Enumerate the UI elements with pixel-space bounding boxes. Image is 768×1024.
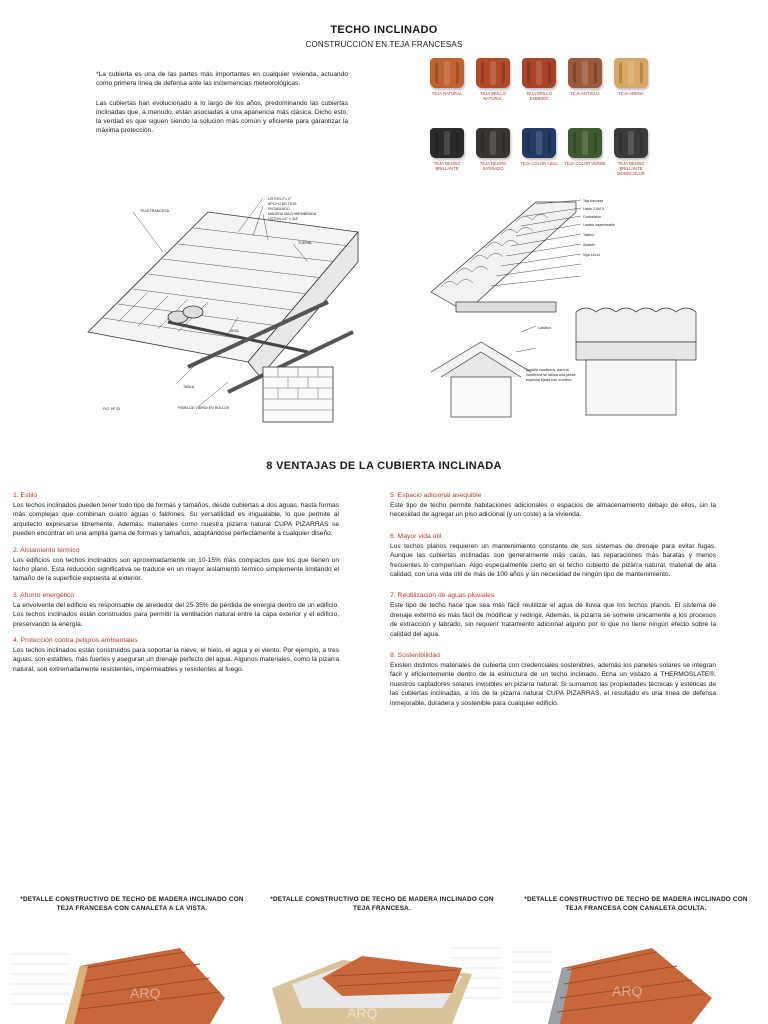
fig-right-label: Aislante <box>583 243 596 247</box>
tile-swatch <box>610 58 652 96</box>
advantage-title: 6. Mayor vida útil <box>390 532 442 540</box>
advantage-item <box>13 491 339 539</box>
detail-caption-2: *DETALLE CONSTRUCTIVO DE TECHO DE MADERA INCLINADO CON TEJA FRANCESA. <box>270 896 494 912</box>
fig-left-label: ENTABLADO <box>268 207 290 211</box>
tile-label: TEJA NEGRO SATINADO <box>479 161 507 171</box>
tile-swatch <box>472 128 514 171</box>
watermark-1: ARQ <box>130 985 161 1001</box>
page-title: TECHO INCLINADO <box>330 24 438 36</box>
page-subtitle: CONSTRUCCIÓN EN TEJA FRANCESAS <box>305 40 463 49</box>
fig-right-detail-note: Detalle cumbrera: para la cumbrera se utiliza una pieza especial fijada con mortero. <box>526 368 576 382</box>
fig-left-label: TEJA FRANCESA <box>140 209 170 213</box>
intro-paragraph-1: *La cubierta es una de las partes más importantes en cualquier vivienda, actuando como primera línea de defensa ante las inclemencias meteorológicas. <box>96 71 348 88</box>
advantages-right-column <box>390 491 716 720</box>
fig-right-label: Canalón <box>538 326 551 330</box>
tile-label: TEJA ANTIGUA <box>570 91 600 96</box>
roof-tile-image <box>430 128 464 158</box>
advantage-body: Los edificios con techos inclinados son aproximadamente un 10-15% más compactos que los que tienen un techo plano. Esta reducción significativa se traduce en un mayor aislamiento térmico simplemente limitando el tamaño de la superficie expuesta al exterior. <box>13 556 339 583</box>
fig-right-label: Contralistón <box>583 215 602 219</box>
roof-tile-image <box>568 128 602 158</box>
tile-swatch <box>426 58 468 96</box>
advantages-heading: 8 VENTAJAS DE LA CUBIERTA INCLINADA <box>266 460 502 472</box>
tile-swatch <box>518 128 560 166</box>
fig-right-label: Tablero <box>583 233 595 237</box>
advantage-body: Los techos inclinados están construidos para soportar la nieve, el hielo, el agua y el viento. Por ejemplo, a tres aguas, son estables, más fuertes y aseguran un drenaje perfecto del agua. Algunos materiales, como la pizarra natural, son extremadamente resistentes, impermeables y resistentes al fuego. <box>13 647 339 673</box>
detail-caption-3: *DETALLE CONSTRUCTIVO DE TECHO DE MADERA INCLINADO CON TEJA FRANCESA CON CANALETA OCULTA. <box>524 896 748 912</box>
advantage-item <box>13 546 339 584</box>
watermark-2: ARQ <box>347 1005 378 1021</box>
watermark-3: ARQ <box>612 983 643 999</box>
advantage-body: Los techos inclinados pueden tener todo tipo de formas y tamaños, desde cubiertas a dos aguas, hasta formas más complejas que combinan cuatro aguas o faldones. Su versatilidad es inigualable, lo que permite al arquitecto expresarse libremente. Además, materiales como nuestra pizarra natural CUPA PIZARRAS se pueden encontrar en una amplia gama de formas y tamaños, adaptándose perfectamente a cualquier diseño. <box>13 502 339 538</box>
tile-swatch <box>518 58 560 101</box>
advantages-left-column <box>13 491 339 681</box>
advantage-body: La envolvente del edificio es responsable de alrededor del 25-35% de pérdida de energía dentro de un edificio. Los techos inclinados están construidos para permitir la ventilación natural entre la capa exterior y el edificio, preservando la energía. <box>13 601 339 628</box>
advantage-title: 8. Sostenibilidad <box>390 652 440 660</box>
fig-left-label: FIG. Nº 33 <box>103 407 120 411</box>
advantage-item <box>13 636 339 674</box>
advantage-item <box>390 491 716 520</box>
roof-tile-image <box>476 128 510 158</box>
fig-left-label: TABLA <box>183 385 195 389</box>
fig-left-label: TIJERAL <box>298 241 313 245</box>
tile-label: TEJA NATURAL <box>431 91 463 96</box>
advantage-title: 1. Estilo <box>13 492 38 499</box>
tile-label: TEJA NEGRO BRILLANTE <box>433 161 461 171</box>
advantage-title: 5. Espacio adicional asequible <box>390 492 482 499</box>
advantage-body: Este tipo de techo permite habitaciones adicionales o espacios de almacenamiento debajo de ellos, sin la necesidad de agregar un piso adicional (y un coste) a la vivienda. <box>390 502 716 519</box>
fig-right-label: Listón 2,5x2,5 <box>583 207 605 211</box>
advantage-item <box>390 591 716 639</box>
advantage-item <box>390 651 716 708</box>
roof-structure-drawing-left <box>78 192 360 428</box>
advantage-title: 4. Protección contra peligros ambientales <box>13 637 138 645</box>
fig-right-label: Lámina impermeable <box>583 223 615 227</box>
roof-structure-drawing-right <box>426 192 716 424</box>
advantage-body: Existen distintos materiales de cubierta con credenciales sostenibles, además los paneles solares se integran fácil y eficientemente dentro de la estructura de un techo inclinado. Echa un vistazo a THERMOSLATE®, nuestros captadores solares invisibles en pizarra natural. Si sumamos las propiedades técnicas y estéticas de las cubiertas inclinadas, a los de la pizarra natural CUPA PIZARRAS, el resultado es una línea de defensa inmejorable, duradera y sostenible para cualquier edificio. <box>390 662 716 707</box>
fig-right-label: Teja francesa <box>583 199 604 203</box>
advantage-item <box>390 532 716 580</box>
fig-left-label: MADERA MACHIHEMBRADA <box>268 212 317 216</box>
tile-label: TEJA BRILLO NATURAL <box>479 91 507 101</box>
advantage-title: 7. Reutilización de aguas pluviales <box>390 592 495 600</box>
roof-detail-render-3 <box>512 938 758 1024</box>
roof-tile-image <box>476 58 510 88</box>
tile-swatch <box>610 128 652 176</box>
tile-swatch <box>564 58 606 96</box>
tile-label: TEJA COLOR AZUL <box>520 161 558 166</box>
tile-label: TEJA ARENA <box>618 91 644 96</box>
advantage-body: Los techos planos requieren un mantenimiento constante de sus sistemas de drenaje para evitar fugas. Aunque las cubiertas inclinadas son generalmente más caras, las reparaciones más baratas y menos frecuentes lo compensan. Algo especialmente cierto en el techo cubierto de pizarra natural, material de alta calidad, con una vida útil de más de 100 años y sin necesidad de ningún tipo de mantenimiento. <box>390 542 716 579</box>
tile-swatch <box>564 128 606 166</box>
tile-swatch <box>426 128 468 171</box>
roof-detail-render-2 <box>262 938 502 1024</box>
roof-tile-image <box>568 58 602 88</box>
fig-left-label: LISTON 1/2" x 3/4" <box>268 217 299 221</box>
tile-label: TEJA BRILLO EMBERO <box>525 91 553 101</box>
advantage-title: 2. Aislamiento térmico <box>13 546 80 554</box>
roof-tile-image <box>614 58 648 88</box>
roof-tile-image <box>522 128 556 158</box>
advantage-item <box>13 591 339 629</box>
roof-tile-image <box>614 128 648 158</box>
tile-swatch <box>472 58 514 101</box>
fig-right-label: Viga 14x14 <box>583 253 600 257</box>
intro-paragraph-2: Las cubiertas han evolucionado a lo largo de los años, predominando las cubiertas inclinadas que, a menudo, están asociadas a una apariencia más clásica. Dicho esto, la verdad es que siguen siendo la solución más común y eficiente para garantizar la máxima protección. <box>96 99 348 135</box>
intro-text <box>96 70 348 136</box>
fig-left-label: APOYO DE TEJA <box>268 202 297 206</box>
tile-label: TEJA NEGRO BRILLANTE MONOCOLOR <box>617 161 645 176</box>
roof-tile-image <box>430 58 464 88</box>
fig-left-label: LISTON 2"x 2" <box>268 197 292 201</box>
advantage-title: 3. Ahorro energético <box>13 591 75 599</box>
fig-left-label: VIGA <box>230 329 239 333</box>
roof-detail-render-1 <box>10 938 252 1024</box>
advantage-body: Este tipo de techo hace que sea más fácil reutilizar el agua de lluvia que los techos planos. El sistema de drenaje externo es más fácil de modificar y redirigir. Además, la pizarra se somete únicamente a los procesos de extracción y labrado, sin requerir tratamiento adicional alguno por lo que no tiene ningún efecto sobre la calidad del agua. <box>390 602 716 638</box>
tile-label: TEJA COLOR VERDE <box>564 161 606 166</box>
roof-tile-image <box>522 58 556 88</box>
fig-left-label: FIBRA DE VIDRIO EN ROLLOS <box>178 406 230 410</box>
detail-caption-1: *DETALLE CONSTRUCTIVO DE TECHO DE MADERA INCLINADO CON TEJA FRANCESA CON CANALETA A LA VISTA. <box>20 896 244 912</box>
